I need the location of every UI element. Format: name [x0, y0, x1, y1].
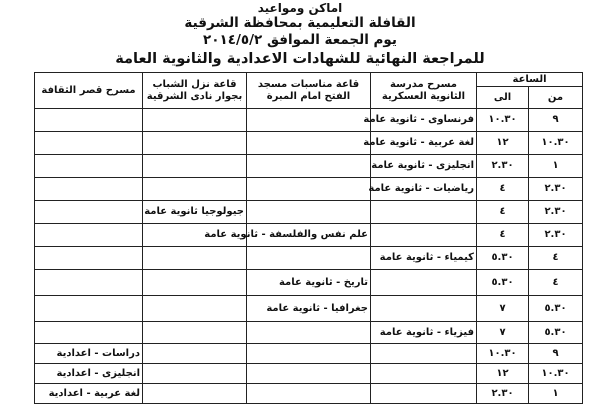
session-cell [247, 178, 371, 201]
time-to: ٧ [477, 296, 529, 322]
session-cell [247, 132, 371, 155]
session-cell [143, 247, 247, 270]
time-from: ٤ [529, 270, 583, 296]
session-cell [247, 384, 371, 404]
time-to: ٤ [477, 224, 529, 247]
time-header: الساعة [477, 73, 583, 87]
time-to: ٤ [477, 201, 529, 224]
table-row [35, 270, 583, 296]
table-row [35, 296, 583, 322]
session-cell [143, 155, 247, 178]
time-to: ١٢ [477, 364, 529, 384]
session-cell [143, 109, 247, 132]
time-from: ٩ [529, 344, 583, 364]
session-cell: فيزياء - ثانوية عامة [371, 322, 477, 344]
from-header: من [529, 87, 583, 109]
table-row [35, 155, 583, 178]
session-cell [247, 201, 371, 224]
session-cell: كيمياء - ثانوية عامة [371, 247, 477, 270]
session-cell [35, 201, 143, 224]
session-cell [371, 384, 477, 404]
session-cell [143, 322, 247, 344]
session-cell [35, 270, 143, 296]
session-cell [247, 344, 371, 364]
time-from: ٢.٣٠ [529, 201, 583, 224]
time-to: ١٠.٣٠ [477, 109, 529, 132]
session-cell [35, 322, 143, 344]
session-cell: لغة عربية - اعدادية [35, 384, 143, 404]
table-row [35, 178, 583, 201]
header-line-3: يوم الجمعة الموافق ٢٠١٤/٥/٢ [203, 32, 397, 48]
session-cell [35, 296, 143, 322]
session-cell [371, 224, 477, 247]
session-cell [35, 247, 143, 270]
session-cell [143, 132, 247, 155]
table-row [35, 364, 583, 384]
time-to: ٢.٣٠ [477, 384, 529, 404]
table-row [35, 109, 583, 132]
session-cell [35, 178, 143, 201]
time-from: ٤ [529, 247, 583, 270]
header-line-4: للمراجعة النهائية للشهادات الاعدادية والثانوية العامة [115, 51, 485, 67]
venue-header-4: مسرح قصر الثقافة [35, 73, 143, 109]
session-cell [35, 109, 143, 132]
session-cell [247, 247, 371, 270]
session-cell [371, 344, 477, 364]
time-from: ٩ [529, 109, 583, 132]
time-to: ٥.٣٠ [477, 247, 529, 270]
table-row [35, 384, 583, 404]
session-cell [371, 364, 477, 384]
session-cell [247, 364, 371, 384]
time-from: ١ [529, 155, 583, 178]
session-cell: انجليزى - اعدادية [35, 364, 143, 384]
schedule-table [34, 72, 583, 404]
session-cell [371, 296, 477, 322]
table-row [35, 322, 583, 344]
session-cell [143, 384, 247, 404]
time-to: ١٢ [477, 132, 529, 155]
session-cell [371, 201, 477, 224]
time-from: ٢.٣٠ [529, 224, 583, 247]
time-to: ٥.٣٠ [477, 270, 529, 296]
session-cell: فرنساوى - ثانوية عامة [371, 109, 477, 132]
session-cell [143, 344, 247, 364]
session-cell: لغة عربية - ثانوية عامة [371, 132, 477, 155]
header-row [35, 73, 583, 87]
venue-header-2: قاعة مناسبات مسجد الفتح امام المبرة [247, 73, 371, 109]
session-cell: انجليزى - ثانوية عامة [371, 155, 477, 178]
time-to: ٤ [477, 178, 529, 201]
session-cell: جيولوجيا ثانوية عامة [143, 201, 247, 224]
venue-header-1: مسرح مدرسة الثانوية العسكرية [371, 73, 477, 109]
session-cell: دراسات - اعدادية [35, 344, 143, 364]
time-to: ٧ [477, 322, 529, 344]
table-row [35, 201, 583, 224]
session-cell [247, 109, 371, 132]
session-cell [247, 155, 371, 178]
session-cell [35, 132, 143, 155]
session-cell [35, 224, 143, 247]
time-from: ٥.٣٠ [529, 322, 583, 344]
session-cell [143, 364, 247, 384]
session-cell: تاريخ - ثانوية عامة [247, 270, 371, 296]
time-from: ١٠.٣٠ [529, 132, 583, 155]
table-row [35, 344, 583, 364]
table-row [35, 132, 583, 155]
time-from: ٥.٣٠ [529, 296, 583, 322]
to-header: الى [477, 87, 529, 109]
session-cell [143, 178, 247, 201]
time-from: ٢.٣٠ [529, 178, 583, 201]
session-cell [371, 270, 477, 296]
session-cell [247, 322, 371, 344]
time-to: ١٠.٣٠ [477, 344, 529, 364]
session-cell [143, 296, 247, 322]
session-cell: جغرافيا - ثانوية عامة [247, 296, 371, 322]
session-cell: علم نفس والفلسفة - ثانوية عامة [247, 224, 371, 247]
venue-header-3: قاعة نزل الشباب بجوار نادى الشرقية [143, 73, 247, 109]
session-cell [35, 155, 143, 178]
session-cell [143, 270, 247, 296]
header-line-1: اماكن ومواعيد [257, 1, 343, 15]
time-to: ٢.٣٠ [477, 155, 529, 178]
table-row [35, 247, 583, 270]
header-line-2: القافلة التعليمية بمحافظة الشرقية [184, 15, 416, 31]
time-from: ١٠.٣٠ [529, 364, 583, 384]
time-from: ١ [529, 384, 583, 404]
table-row [35, 224, 583, 247]
session-cell: رياضيات - ثانوية عامة [371, 178, 477, 201]
